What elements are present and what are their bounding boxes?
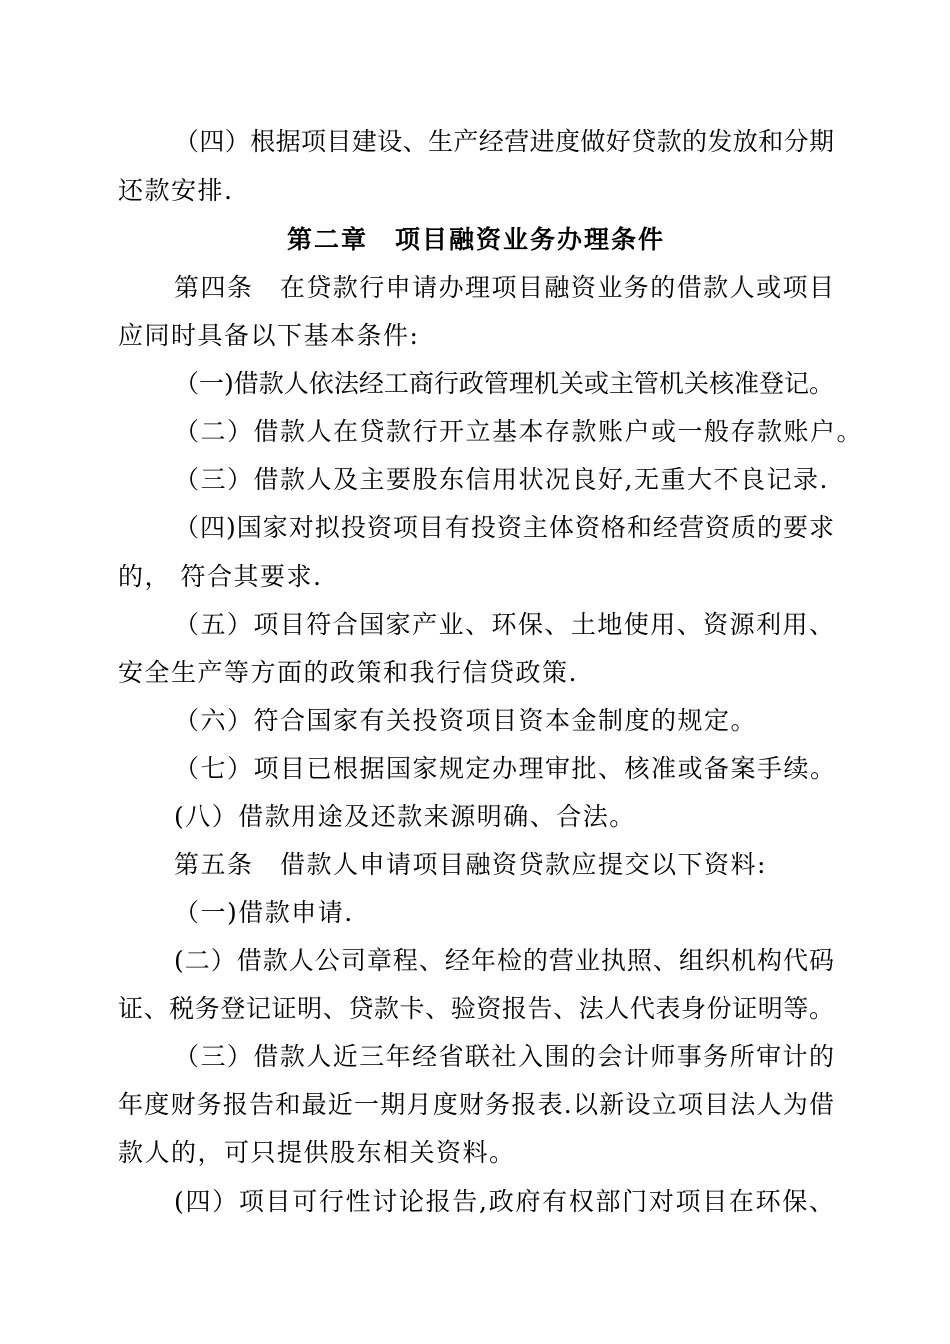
list-item-line: (八）借款用途及还款来源明确、合法。 [174,802,636,831]
paragraph-line: 安全生产等方面的政策和我行信贷政策. [118,658,578,687]
paragraph-line: 款人的，可只提供股东相关资料。 [118,1138,516,1167]
list-item-line: （六）符合国家有关投资项目资本金制度的规定。 [174,706,758,735]
paragraph-line: 证、税务登记证明、贷款卡、验资报告、法人代表身份证明等。 [118,994,834,1023]
list-item-line: (二）借款人公司章程、经年检的营业执照、组织机构代码 [174,946,834,975]
paragraph-line: 还款安排. [118,176,234,205]
document-page [118,0,864,1344]
paragraph-line: 应同时具备以下基本条件: [118,321,420,350]
article-line: 第四条 在贷款行申请办理项目融资业务的借款人或项目 [174,273,834,302]
list-item-line: （一)借款申请. [174,898,354,927]
list-item-line: （一)借款人依法经工商行政管理机关或主管机关核准登记。 [174,369,834,398]
list-item-line: （五）项目符合国家产业、环保、土地使用、资源利用、 [174,610,834,639]
chapter-heading: 第二章 项目融资业务办理条件 [286,225,665,254]
list-item-line: （七）项目已根据国家规定办理审批、核准或备案手续。 [174,754,837,783]
paragraph-line: （四）根据项目建设、生产经营进度做好贷款的发放和分期 [174,127,834,156]
paragraph-line: 年度财务报告和最近一期月度财务报表.以新设立项目法人为借 [118,1090,834,1119]
list-item-line: （三）借款人及主要股东信用状况良好,无重大不良记录. [174,465,829,494]
list-item-line: （二）借款人在贷款行开立基本存款账户或一般存款账户。 [174,417,864,446]
paragraph-line: 的， 符合其要求. [118,562,323,591]
list-item-line: （四)国家对拟投资项目有投资主体资格和经营资质的要求 [174,513,834,542]
list-item-line: (四）项目可行性讨论报告,政府有权部门对项目在环保、 [174,1187,834,1216]
list-item-line: （三）借款人近三年经省联社入围的会计师事务所审计的 [174,1042,834,1071]
article-line: 第五条 借款人申请项目融资贷款应提交以下资料: [174,850,767,879]
